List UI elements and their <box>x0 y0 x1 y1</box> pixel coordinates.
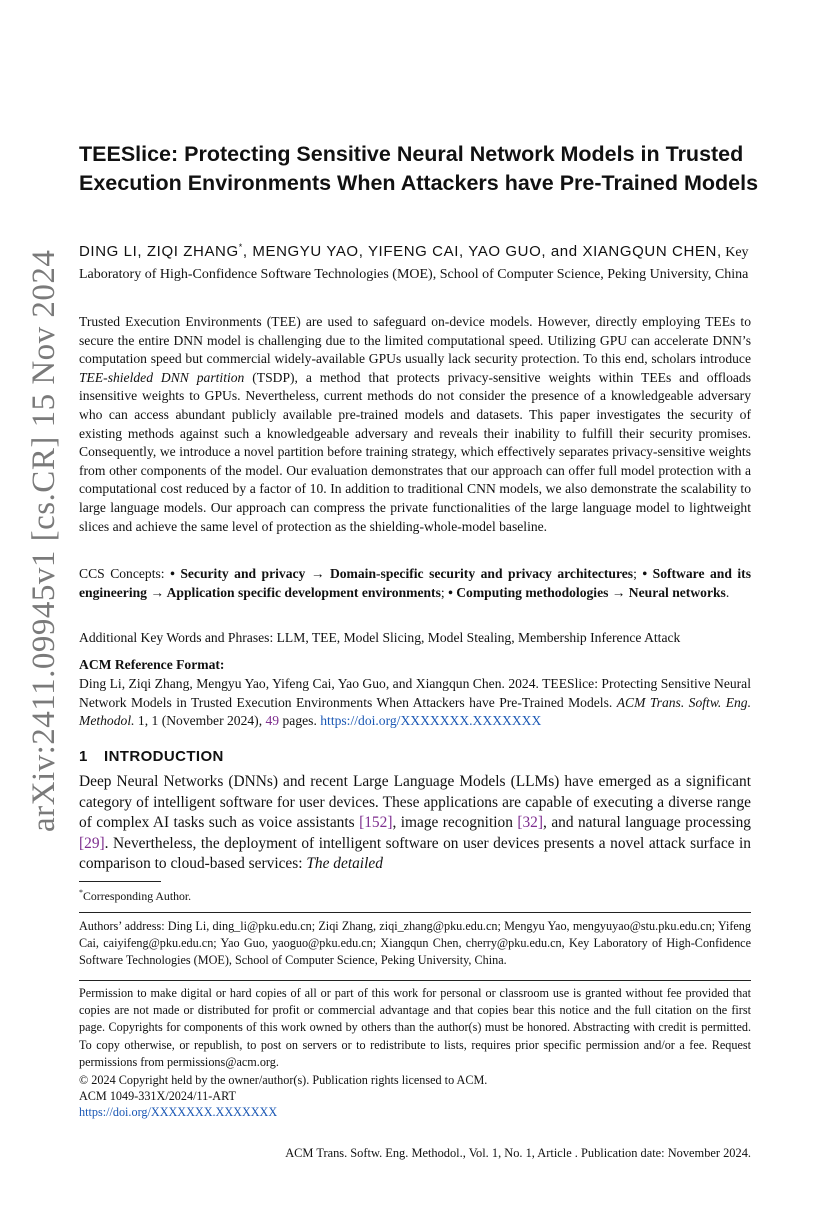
abstract <box>79 313 751 536</box>
corresponding-author-mark: * <box>238 242 243 252</box>
ccs-separator: ; <box>633 566 643 581</box>
permission-notice: Permission to make digital or hard copies of all or part of this work for personal or classroom use is granted without fee provided that copies are not made or distributed for profit or commercial advantage and that copies bear this notice and the full citation on the first page. Copyrights for components of this work owned by others than the author(s) must be honored. Abstracting with credit is permitted. To copy otherwise, or republish, to post on servers or to redistribute to lists, requires prior specific permission and/or a fee. Request permissions from permissions@acm.org. <box>79 986 751 1069</box>
ccs-concept-1: • Security and privacy → Domain-specific security and privacy architectures <box>170 566 634 581</box>
ccs-label: CCS Concepts: <box>79 566 171 581</box>
footnote-text: Corresponding Author. <box>83 888 192 903</box>
doi-link[interactable]: https://doi.org/XXXXXXX.XXXXXXX <box>79 1105 278 1119</box>
section-number: 1 <box>79 748 88 765</box>
acm-reference-text: pages. <box>279 713 321 729</box>
ccs-concept-2: • Software and its engineering → Application specific development environments <box>79 566 751 600</box>
footnote <box>79 888 191 904</box>
acm-reference-heading: ACM Reference Format: <box>79 657 225 672</box>
intro-text: . Nevertheless, the deployment of intelligent software on user devices presents a novel attack surface in comparison to cloud-based services: <box>79 834 751 873</box>
copyright-notice: © 2024 Copyright held by the owner/author(s). Publication rights licensed to ACM. <box>79 1073 488 1087</box>
introduction-paragraph <box>79 772 751 875</box>
acm-reference <box>79 675 751 731</box>
section-heading <box>79 748 224 765</box>
arxiv-identifier-stamp: arXiv:2411.09945v1 [cs.CR] 15 Nov 2024 <box>26 249 62 832</box>
abstract-text-2: (TSDP), a method that protects privacy-sensitive weights within TEEs and offloads insensitive weights to GPUs. Nevertheless, current methods do not consider the presence of a knowledgeable adversary who can access abundant publicly available pre-trained models and datasets. This paper investigates the security of existing methods against such a knowledgeable adversary and reveals their inability to fulfill their security promises. Consequently, we introduce a novel partition before training strategy, which effectively separates privacy-sensitive weights from other components of the model. Our evaluation demonstrates that our approach can offer full model protection with a computational cost reduced by a factor of 10. In addition to traditional CNN models, we also demonstrate the scalability to large language models. Our approach can compress the private functionalities of the large language model to lightweight slices and achieve the same level of protection as the shielding-whole-model baseline. <box>79 369 751 534</box>
acm-reference-journal: ACM Trans. Softw. Eng. Methodol. <box>79 694 752 729</box>
ccs-end: . <box>725 584 730 600</box>
intro-text: Deep Neural Networks (DNNs) and recent Large Language Models (LLMs) have emerged as a significant category of intelligent software for user devices. These applications are capable of executing a diverse range of complex AI tasks such as voice assistants <box>79 773 751 832</box>
section-title: INTRODUCTION <box>104 748 224 765</box>
author-names-first: DING LI, ZIQI ZHANG <box>79 243 239 260</box>
ccs-concept-3: • Computing methodologies → Neural networks <box>448 584 726 600</box>
ccs-separator: ; <box>440 584 449 600</box>
paper-title: TEESlice: Protecting Sensitive Neural Network Models in Trusted Execution Environments When Attackers have Pre-Trained Models <box>79 142 759 195</box>
running-footer: ACM Trans. Softw. Eng. Methodol., Vol. 1, No. 1, Article . Publication date: November 2024. <box>285 1146 751 1160</box>
citation-link[interactable]: [152] <box>359 814 393 832</box>
issn: ACM 1049-331X/2024/11-ART <box>79 1089 236 1103</box>
author-names-rest: , MENGYU YAO, YIFENG CAI, YAO GUO, and XIANGQUN CHEN, <box>242 243 722 260</box>
authors-address: Authors’ address: Ding Li, ding_li@pku.edu.cn; Ziqi Zhang, ziqi_zhang@pku.edu.cn; Mengyu Yao, mengyuyao@stu.pku.edu.cn; Yifeng Cai, caiyifeng@pku.edu.cn; Yao Guo, yaoguo@pku.edu.cn; Xiangqun Chen, cherry@pku.edu.cn, Key Laboratory of High-Confidence Software Technologies (MOE), School of Computer Science, Peking University, China. <box>79 919 751 968</box>
divider <box>79 980 751 981</box>
acm-reference-pages-link[interactable]: 49 <box>265 713 280 729</box>
acm-reference-text: 1, 1 (November 2024), <box>134 713 266 729</box>
acm-reference-text: Ding Li, Ziqi Zhang, Mengyu Yao, Yifeng Cai, Yao Guo, and Xiangqun Chen. 2024. TEESlice: Protecting Sensitive Neural Network Models in Trusted Execution Environments When Attackers have Pre-Trained Models. <box>79 676 751 710</box>
intro-emphasis: The detailed <box>306 855 383 873</box>
author-affiliation: Key Laboratory of High-Confidence Software Technologies (MOE), School of Computer Science, Peking University, China <box>79 245 749 282</box>
intro-text: , image recognition <box>392 814 518 832</box>
citation-link[interactable]: [29] <box>79 834 105 852</box>
author-names <box>79 243 722 260</box>
abstract-text-1: Trusted Execution Environments (TEE) are used to safeguard on-device models. However, directly employing TEEs to secure the entire DNN model is challenging due to the limited computational speed. Utilizing GPU can accelerate DNN’s computation speed but commercial widely-available GPUs usually lack security protection. To this end, scholars introduce <box>79 314 751 367</box>
citation-link[interactable]: [32] <box>517 814 544 832</box>
divider <box>79 912 751 913</box>
abstract-emphasis: TEE-shielded DNN partition <box>79 369 245 385</box>
author-affiliation-block <box>79 236 751 286</box>
intro-text: , and natural language processing <box>543 814 751 832</box>
keywords: Additional Key Words and Phrases: LLM, TEE, Model Slicing, Model Stealing, Membership Inference Attack <box>79 630 681 645</box>
acm-reference-doi-link[interactable]: https://doi.org/XXXXXXX.XXXXXXX <box>320 713 542 729</box>
ccs-concepts <box>79 565 751 602</box>
footnote-rule <box>79 881 161 882</box>
footnote-mark: * <box>79 888 83 897</box>
